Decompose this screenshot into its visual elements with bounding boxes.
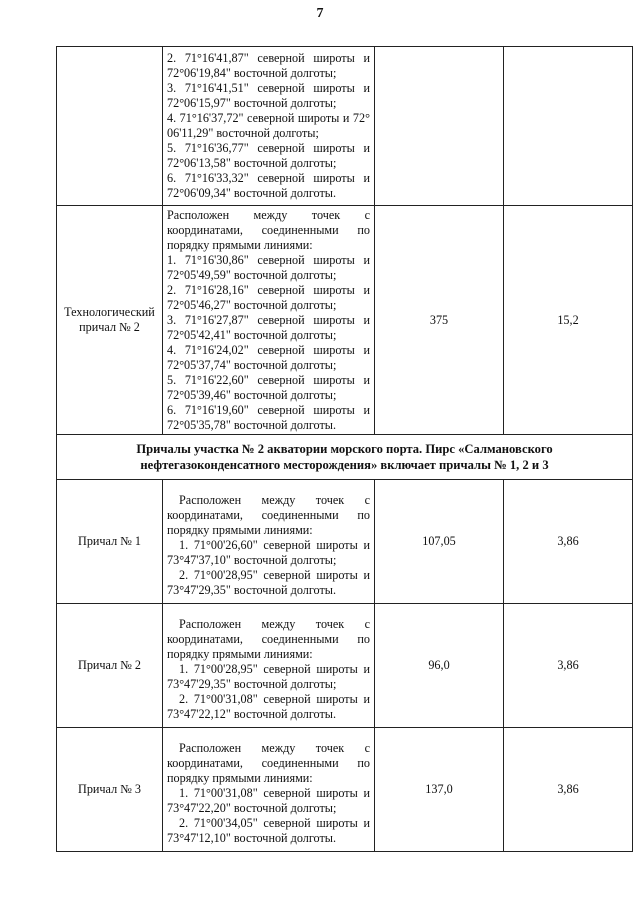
coordinate-point: 6. 71°16'33,32" северной широты и 72°06'09,34" восточной долготы.	[167, 171, 370, 200]
berth-name-cell: Причал № 3	[57, 728, 163, 852]
coordinate-point: 4. 71°16'37,72" северной широты и 72° 06'11,29" восточной долготы;	[167, 111, 370, 140]
length-cell: 137,0	[375, 728, 504, 852]
coordinate-point: 2. 71°00'34,05" северной широты и 73°47'12,10" восточной долготы.	[167, 816, 370, 845]
table-row-berth-2	[57, 604, 633, 728]
length-cell	[375, 47, 504, 206]
table-row-berth-1	[57, 480, 633, 604]
berths-table	[56, 46, 633, 852]
length-cell: 96,0	[375, 604, 504, 728]
coordinates-cell	[163, 480, 375, 604]
coordinates-cell	[163, 47, 375, 206]
depth-cell: 3,86	[504, 728, 633, 852]
depth-cell: 15,2	[504, 206, 633, 435]
coordinates-intro: Расположен между точек с координатами, соединенными по порядку прямыми линиями:	[167, 493, 370, 537]
coordinates-cell	[163, 604, 375, 728]
berth-name-cell: Причал № 1	[57, 480, 163, 604]
table-row-continuation	[57, 47, 633, 206]
coordinates-intro: Расположен между точек с координатами, соединенными по порядку прямыми линиями:	[167, 741, 370, 785]
coordinate-point: 5. 71°16'36,77" северной широты и 72°06'13,58" восточной долготы;	[167, 141, 370, 170]
depth-cell: 3,86	[504, 604, 633, 728]
coordinate-point: 1. 71°16'30,86" северной широты и 72°05'49,59" восточной долготы;	[167, 252, 370, 282]
berth-name-cell	[57, 206, 163, 435]
depth-cell: 3,86	[504, 480, 633, 604]
coordinate-point: 3. 71°16'41,51" северной широты и 72°06'15,97" восточной долготы;	[167, 81, 370, 110]
coordinate-point: 1. 71°00'28,95" северной широты и 73°47'29,35" восточной долготы;	[167, 662, 370, 691]
length-cell: 107,05	[375, 480, 504, 604]
coordinate-point: 2. 71°16'41,87" северной широты и 72°06'19,84" восточной долготы;	[167, 51, 370, 80]
berth-name-cell	[57, 47, 163, 206]
coordinate-point: 5. 71°16'22,60" северной широты и 72°05'39,46" восточной долготы;	[167, 372, 370, 402]
coordinates-intro: Расположен между точек с координатами, соединенными по порядку прямыми линиями:	[167, 207, 370, 252]
coordinate-point: 1. 71°00'31,08" северной широты и 73°47'22,20" восточной долготы;	[167, 786, 370, 815]
section-heading: Причалы участка № 2 акватории морского порта. Пирс «Салмановского нефтегазоконденсатного месторождения» включает причалы № 1, 2 и 3	[57, 435, 633, 480]
depth-cell	[504, 47, 633, 206]
coordinates-cell	[163, 728, 375, 852]
table-row-tech-berth-2	[57, 206, 633, 435]
coordinate-point: 1. 71°00'26,60" северной широты и 73°47'37,10" восточной долготы;	[167, 538, 370, 567]
section-heading-row	[57, 435, 633, 480]
coordinate-point: 4. 71°16'24,02" северной широты и 72°05'37,74" восточной долготы;	[167, 342, 370, 372]
coordinate-point: 3. 71°16'27,87" северной широты и 72°05'42,41" восточной долготы;	[167, 312, 370, 342]
berth-name-line: Технологический	[64, 305, 155, 319]
berth-name-cell: Причал № 2	[57, 604, 163, 728]
page-number: 7	[316, 6, 324, 21]
coordinates-intro: Расположен между точек с координатами, соединенными по порядку прямыми линиями:	[167, 617, 370, 661]
berth-name-line: причал № 2	[79, 320, 140, 334]
coordinates-cell	[163, 206, 375, 435]
coordinate-point: 2. 71°00'31,08" северной широты и 73°47'22,12" восточной долготы.	[167, 692, 370, 721]
coordinate-point: 2. 71°16'28,16" северной широты и 72°05'46,27" восточной долготы;	[167, 282, 370, 312]
table-row-berth-3	[57, 728, 633, 852]
coordinate-point: 2. 71°00'28,95" северной широты и 73°47'29,35" восточной долготы.	[167, 568, 370, 597]
length-cell: 375	[375, 206, 504, 435]
coordinate-point: 6. 71°16'19,60" северной широты и 72°05'35,78" восточной долготы.	[167, 402, 370, 432]
